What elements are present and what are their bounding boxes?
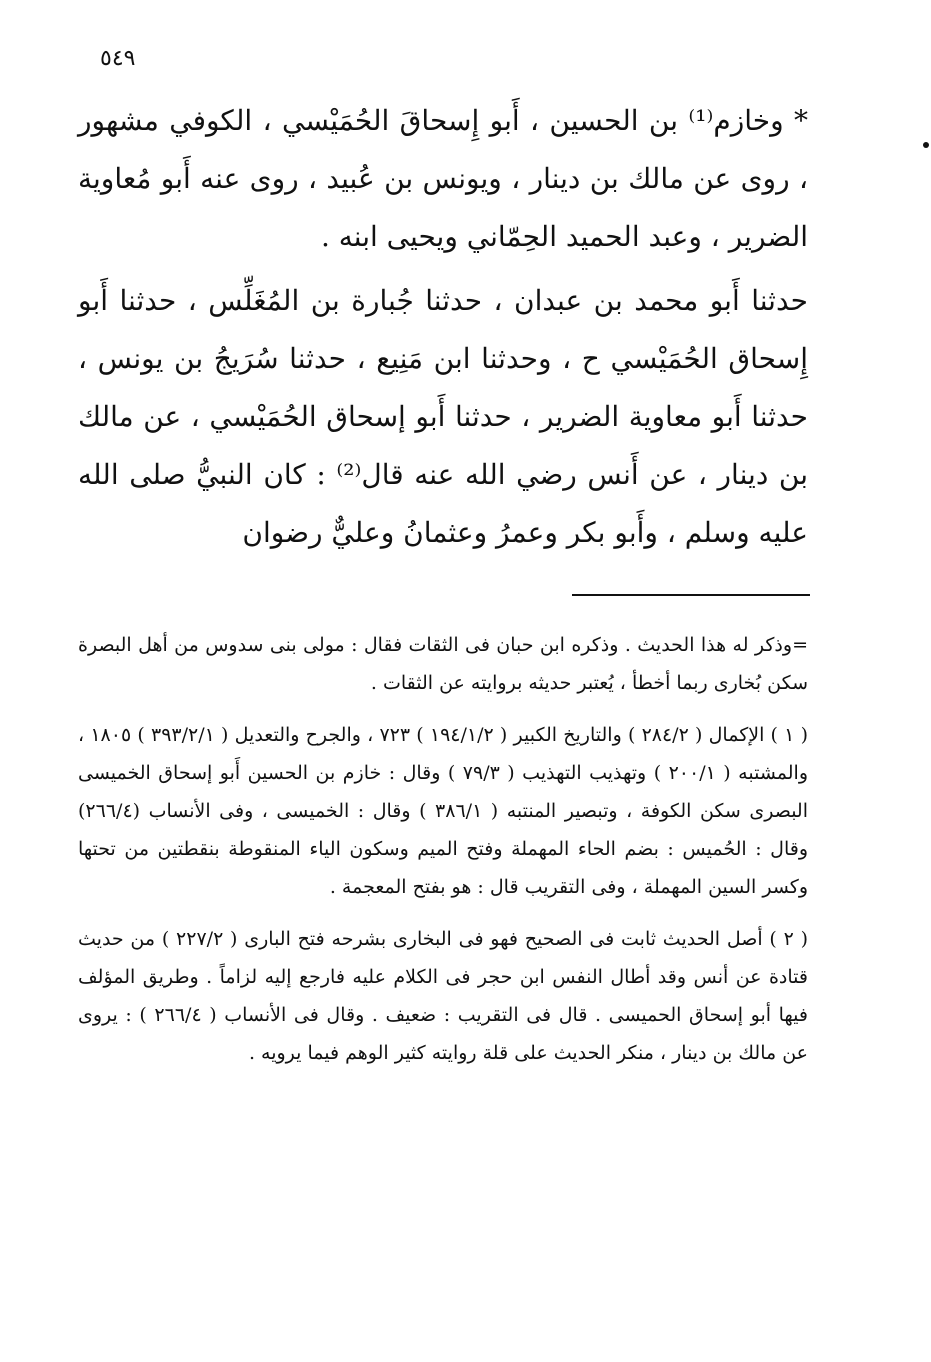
main-text-block (78, 92, 808, 562)
footnote-continuation: =وذكر له هذا الحديث . وذكره ابن حبان فى الثقات فقال : مولى بنى سدوس من أهل البصرة سكن بُخارى ربما أخطأ ، يُعتبر حديثه بروايته عن الثقات . (78, 634, 808, 694)
page-number: ٥٤٩ (100, 46, 136, 71)
hadith-chain-paragraph: حدثنا أَبو محمد بن عبدان ، حدثنا جُبارة بن المُغَلِّس ، حدثنا أَبو إِسحاق الحُمَيْسي ح ، وحدثنا ابن مَنِيع ، حدثنا سُرَيجُ بن يونس ، حدثنا أَبو معاوية الضرير ، حدثنا أَبو إسحاق الحُمَيْسي ، عن مالك بن دينار ، عن أَنس رضي الله عنه قال⁽²⁾ : كان النبيُّ صلى الله عليه وسلم ، وأَبو بكر وعمرُ وعثمانُ وعليٌّ رضوان (78, 284, 808, 549)
footnote-2: ( ٢ ) أصل الحديث ثابت فى الصحيح فهو فى البخارى بشرحه فتح البارى ( ٢٢٧/٢ ) من حديث قتادة عن أنس وقد أطال النفس ابن حجر فى الكلام عليه فارجع إليه لزاماً . وطريق المؤلف فيها أبو إسحاق الحميسى . قال فى التقريب : ضعيف . وقال فى الأنساب ( ٢٦٦/٤ ) : يروى عن مالك بن دينار ، منكر الحديث على قلة روايته كثير الوهم فيما يرويه . (78, 928, 808, 1064)
biography-entry-paragraph: * وخازم⁽¹⁾ بن الحسين ، أَبو إِسحاقَ الحُمَيْسي ، الكوفي مشهور ، روى عن مالك بن دينار ، ويونس بن عُبيد ، روى عنه أَبو مُعاوية الضرير ، وعبد الحميد الحِمّاني ويحيى ابنه . (78, 104, 808, 253)
margin-dot-mark (923, 142, 929, 148)
footnotes-block (78, 626, 808, 1072)
footnote-separator-rule (572, 594, 810, 596)
footnote-1: ( ١ ) الإكمال ( ٢٨٤/٢ ) والتاريخ الكبير ( ١٩٤/١/٢ ) ٧٢٣ ، والجرح والتعديل ( ٣٩٣/٢/١ ) ١٨٠٥ ، والمشتبه ( ٢٠٠/١ ) وتهذيب التهذيب ( ٧٩/٣ ) وقال : خازم بن الحسين أَبو إسحاق الخميسى البصرى سكن الكوفة ، وتبصير المنتبه ( ٣٨٦/١ ) وقال : الخميسى ، وفى الأنساب (٢٦٦/٤) وقال : الحُميس : بضم الحاء المهملة وفتح الميم وسكون الياء المنقوطة بنقطتين من تحتها وكسر السين المهملة ، وفى التقريب قال : هو بفتح المعجمة . (78, 724, 809, 898)
